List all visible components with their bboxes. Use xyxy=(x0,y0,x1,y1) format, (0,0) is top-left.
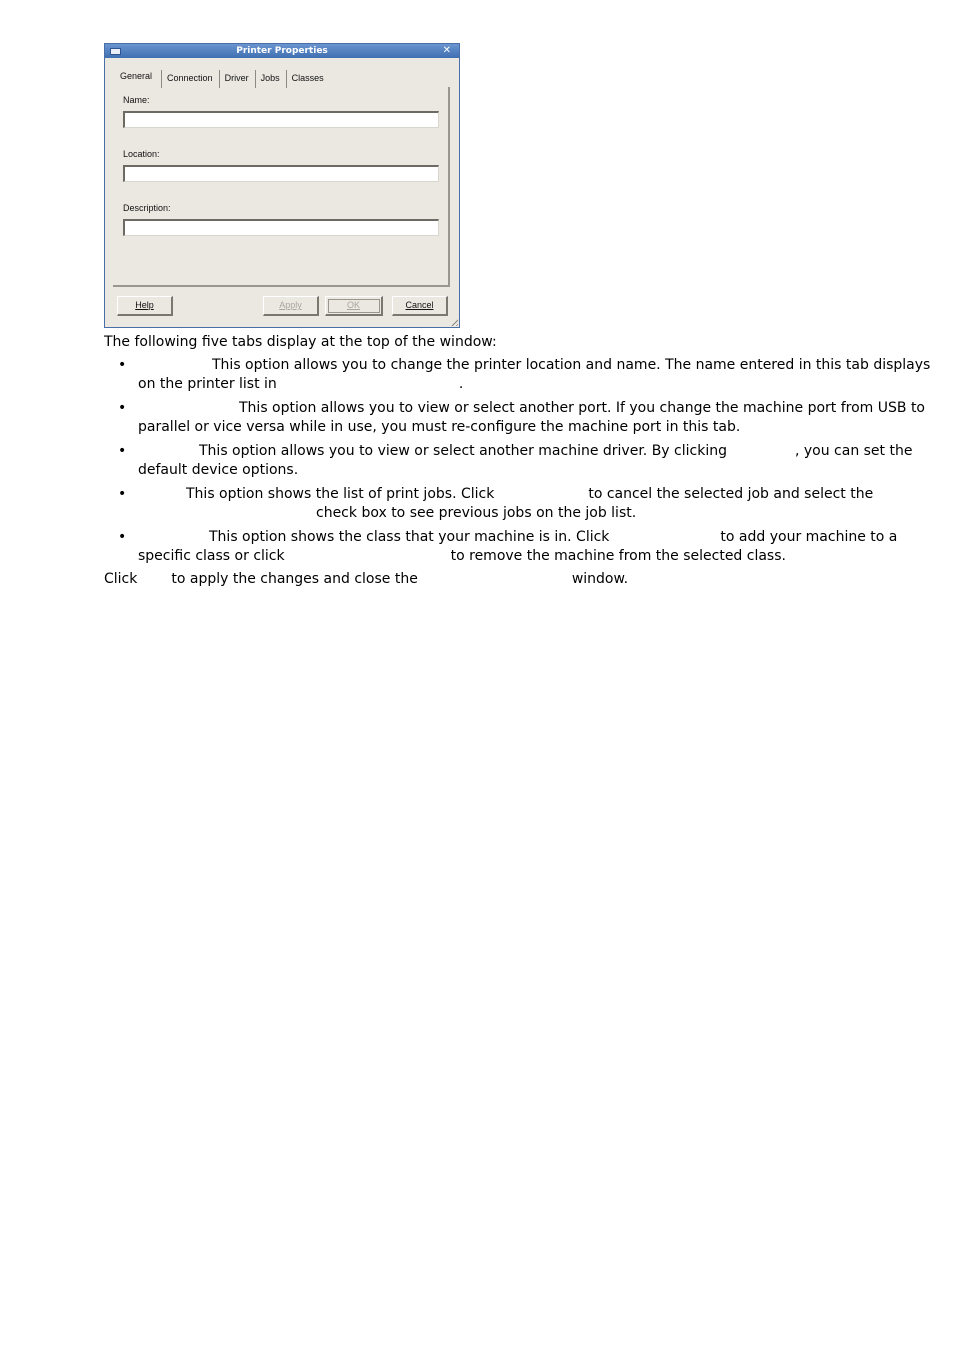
ok-button-label: OK xyxy=(346,300,360,310)
location-label: Location: xyxy=(123,149,160,159)
bullet-text: to remove the machine from the selected class. xyxy=(450,548,786,564)
description-label: Description: xyxy=(123,203,171,213)
bullet-icon: • xyxy=(118,400,127,416)
bullet-text: to add your machine to a specific class or click xyxy=(138,529,898,564)
outro-text xyxy=(104,570,628,589)
name-input[interactable] xyxy=(123,111,439,128)
list-item xyxy=(104,442,934,480)
bullet-icon: • xyxy=(118,486,127,502)
apply-button[interactable] xyxy=(263,296,319,316)
cancel-button-label: Cancel xyxy=(405,300,434,310)
window-menu-icon[interactable] xyxy=(110,48,121,55)
bullet-text: This option shows the class that your machine is in. Click xyxy=(209,529,610,545)
bullet-text: check box to see previous jobs on the job list. xyxy=(316,505,637,521)
description-input[interactable] xyxy=(123,219,439,236)
bullet-text: This option allows you to view or select another port. If you change the machine port from USB to parallel or vice versa while in use, you must re-configure the machine port in this tab. xyxy=(138,400,925,435)
outro-text-part: window. xyxy=(571,571,629,587)
name-label: Name: xyxy=(123,95,150,105)
tab-connection[interactable]: Connection xyxy=(161,70,218,88)
tab-description-list xyxy=(104,356,934,571)
tab-jobs[interactable]: Jobs xyxy=(255,70,285,88)
resize-grip-icon[interactable] xyxy=(449,317,458,326)
bullet-icon: • xyxy=(118,357,127,373)
help-button-label: Help xyxy=(135,300,154,310)
close-icon[interactable]: ✕ xyxy=(442,45,451,56)
bullet-text: to cancel the selected job and select the xyxy=(588,486,874,502)
bullet-icon: • xyxy=(118,529,127,545)
bullet-text: This option allows you to view or select another machine driver. By clicking xyxy=(199,443,727,459)
title-bar xyxy=(105,44,459,58)
tab-general[interactable]: General xyxy=(120,71,153,81)
bullet-text: This option allows you to change the printer location and name. The name entered in this tab displays on the printer list in xyxy=(138,357,931,392)
bullet-icon: • xyxy=(118,443,127,459)
outro-text-part: to apply the changes and close the xyxy=(171,571,418,587)
list-item xyxy=(104,399,934,437)
tab-driver[interactable]: Driver xyxy=(219,70,254,88)
list-item xyxy=(104,528,934,566)
tab-classes[interactable]: Classes xyxy=(286,70,329,88)
list-item xyxy=(104,485,934,523)
cancel-button[interactable] xyxy=(392,296,448,316)
outro-text-part: Click xyxy=(104,571,138,587)
printer-properties-dialog xyxy=(104,43,460,328)
ok-button[interactable] xyxy=(325,296,383,316)
dialog-title: Printer Properties xyxy=(236,46,328,56)
list-item xyxy=(104,356,934,394)
tab-bar xyxy=(113,68,330,88)
location-input[interactable] xyxy=(123,165,439,182)
general-tab-panel xyxy=(113,87,450,287)
bullet-text: This option shows the list of print jobs. Click xyxy=(186,486,495,502)
apply-button-label: Apply xyxy=(279,300,302,310)
bullet-text: . xyxy=(458,376,464,392)
intro-text: The following five tabs display at the top of the window: xyxy=(104,334,497,350)
help-button[interactable] xyxy=(117,296,173,316)
bullet-text: , you can set the default device options. xyxy=(138,443,913,478)
